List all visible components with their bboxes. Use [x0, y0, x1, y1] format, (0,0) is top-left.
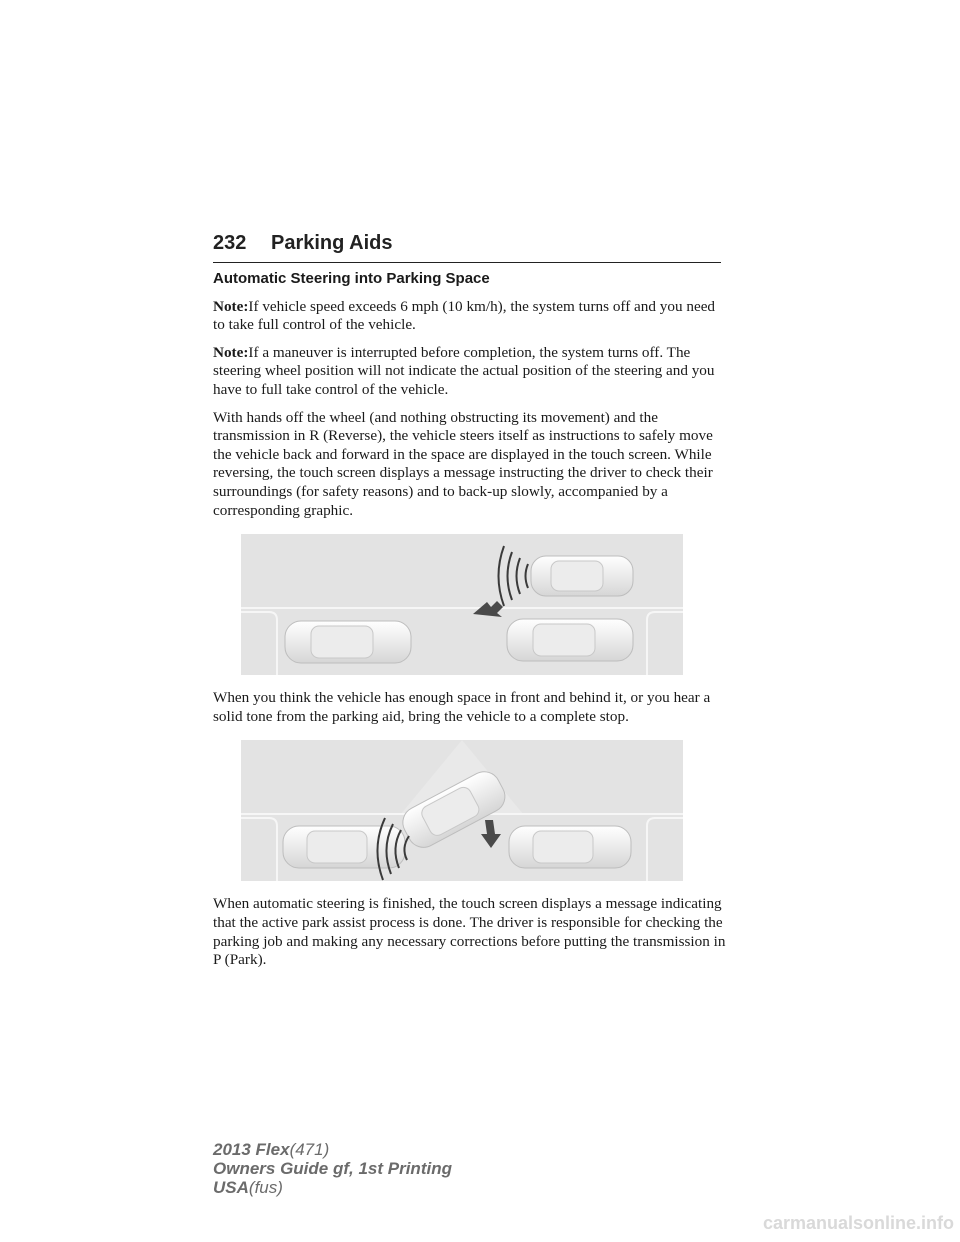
figure-reversing-into-space: [241, 534, 683, 675]
paragraph-finished: When automatic steering is finished, the touch screen displays a message indicating that the active park assist process is done. The driver is responsible for checking the parking job and making any necessary corrections before putting the transmission in P (Park).: [213, 895, 726, 969]
main-content: [213, 270, 728, 979]
note-1-label: Note:: [213, 297, 249, 315]
watermark: carmanualsonline.info: [762, 1213, 954, 1233]
footer-line-2: Owners Guide gf, 1st Printing: [213, 1159, 452, 1178]
page-header: [213, 232, 721, 263]
figure-forward-in-space: [241, 740, 683, 881]
note-1: [213, 298, 728, 335]
page-number: 232: [213, 232, 247, 254]
footer-line-1: [213, 1140, 452, 1159]
note-2-text: If a maneuver is interrupted before completion, the system turns off. The steering wheel position will not indicate the actual position of the steering and you have to full take control of the vehicle.: [213, 343, 715, 398]
note-2-label: Note:: [213, 343, 249, 361]
footer-region: USA: [213, 1178, 249, 1197]
footer-region-code: (fus): [248, 1178, 283, 1197]
paragraph-reverse-steering: With hands off the wheel (and nothing obstructing its movement) and the transmission in R (Reverse), the vehicle steers itself as instructions to safely move the vehicle back and forward in the space are displayed in the touch screen. While reversing, the touch screen displays a message instructing the driver to check their surroundings (for safety reasons) and to back-up slowly, accompanied by a corresponding graphic.: [213, 408, 713, 519]
section-title: Parking Aids: [271, 232, 393, 254]
footer-page-code: (471): [289, 1140, 330, 1159]
note-1-text: If vehicle speed exceeds 6 mph (10 km/h), the system turns off and you need to take full control of the vehicle.: [213, 297, 716, 334]
page-footer: [213, 1140, 452, 1197]
note-2: [213, 344, 728, 400]
moving-car-icon: [531, 556, 633, 596]
parked-car-right-icon: [509, 826, 631, 868]
footer-model: 2013 Flex: [213, 1140, 290, 1159]
subheading: Automatic Steering into Parking Space: [213, 270, 490, 287]
parked-car-left-icon: [285, 621, 411, 663]
footer-line-3: [213, 1178, 452, 1197]
parked-car-right-icon: [507, 619, 633, 661]
paragraph-stop: When you think the vehicle has enough space in front and behind it, or you hear a solid tone from the parking aid, bring the vehicle to a complete stop.: [213, 689, 711, 725]
parking-illustration-1: [241, 534, 683, 675]
parking-illustration-2: [241, 740, 683, 881]
